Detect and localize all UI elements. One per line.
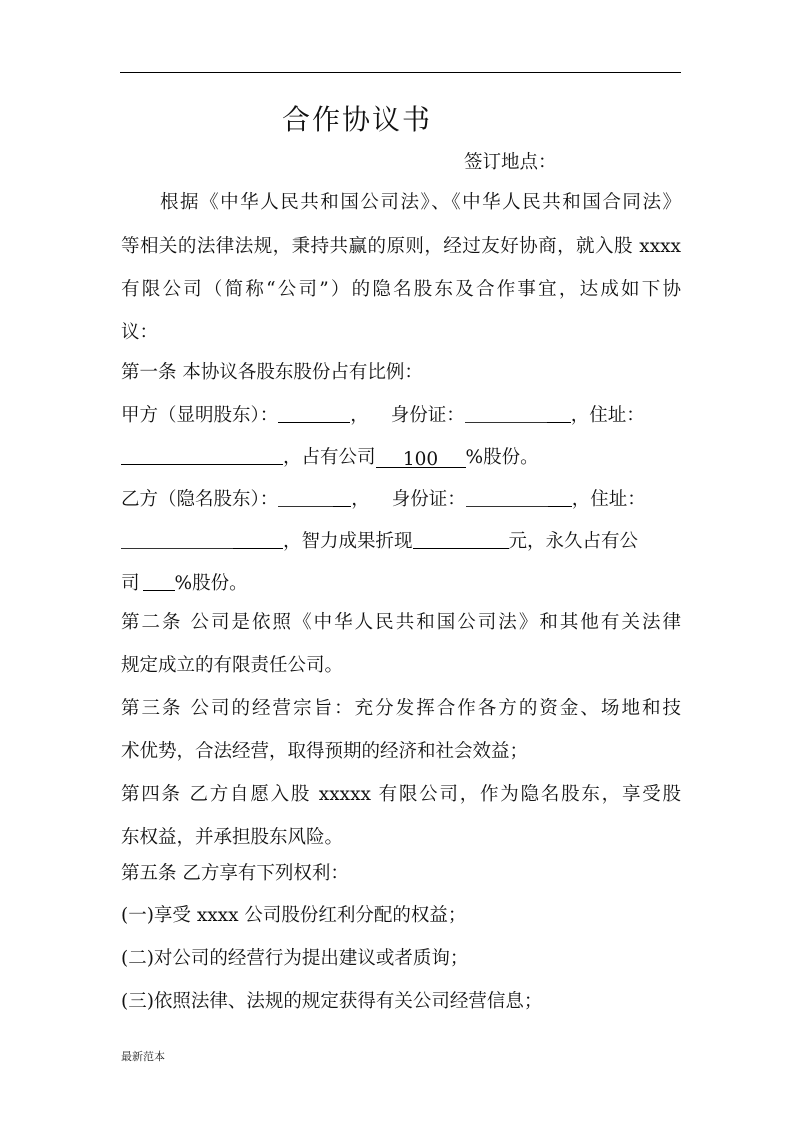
document-title: 合作协议书 [282,103,433,136]
party-a-comma: ， [350,405,369,426]
article-3-line-1: 第三条 公司的经营宗旨：充分发挥合作各方的资金、场地和技 [121,698,681,719]
header-rule [120,72,681,73]
party-b-ip-suffix: 元，永久占有公 [508,531,639,552]
party-b-address-blank [233,528,283,549]
party-a-address-blank [121,444,283,465]
right-1: (一)享受 xxxx 公司股份红利分配的权益； [121,905,467,926]
party-b-id-label: 身份证： [391,489,466,510]
party-b-share-suffix: %股份。 [174,573,248,594]
preamble-line-2: 等相关的法律法规，秉持共赢的原则，经过友好协商，就入股 xxxx [121,236,681,257]
footer-text: 最新范本 [121,1050,165,1063]
party-b-line-3 [121,570,248,597]
party-b-address-label: ，住址： [571,489,646,510]
party-a-share-value: 100 [376,447,466,468]
party-b-line-1 [121,486,646,513]
party-b-ip-blank [413,528,509,549]
party-b-share-prefix: 司 [121,573,140,594]
party-b-name-blank-thin [278,486,333,507]
party-a-name-blank [278,402,350,423]
article-4-line-2: 东权益，并承担股东风险。 [121,827,344,848]
party-b-name-blank [333,486,351,507]
right-3: (三)依照法律、法规的规定获得有关公司经营信息； [121,991,543,1012]
party-a-id-label: 身份证： [390,405,465,426]
party-b-address-blank-thin [121,528,233,549]
article-1-heading: 第一条 本协议各股东股份占有比例： [121,362,423,383]
preamble-line-1: 根据《中华人民共和国公司法》、《中华人民共和国合同法》 [160,192,681,213]
right-2: (二)对公司的经营行为提出建议或者质询； [121,948,469,969]
party-a-share-prefix: ，占有公司 [283,447,376,468]
article-2-line-2: 规定成立的有限责任公司。 [121,655,344,676]
article-5-heading: 第五条 乙方享有下列权利： [121,863,349,884]
party-b-ip-label: ，智力成果折现 [283,531,413,552]
signing-place-label: 签订地点： [464,152,557,173]
party-a-address-label: ，住址： [570,405,645,426]
party-a-line-1 [121,402,645,429]
article-3-line-2: 术优势，合法经营，取得预期的经济和社会效益； [121,741,529,762]
party-b-share-blank [143,570,175,591]
party-b-comma: ， [351,489,370,510]
preamble-line-3: 有限公司（简称“公司”）的隐名股东及合作事宜，达成如下协 [121,279,681,300]
party-b-line-2 [121,528,638,555]
party-b-id-blank [548,486,572,507]
article-4-line-1: 第四条 乙方自愿入股 xxxxx 有限公司，作为隐名股东，享受股 [121,784,681,805]
party-b-label: 乙方（隐名股东）： [121,489,279,510]
party-a-share-suffix: %股份。 [465,447,539,468]
preamble-line-4: 议： [121,322,159,343]
party-b-id-blank-thin [466,486,548,507]
article-2-line-1: 第二条 公司是依照《中华人民共和国公司法》和其他有关法律 [121,612,681,633]
party-a-id-blank [547,402,571,423]
party-a-label: 甲方（显明股东）： [121,405,279,426]
party-a-id-blank-thin [465,402,547,423]
party-a-line-2 [121,444,539,471]
